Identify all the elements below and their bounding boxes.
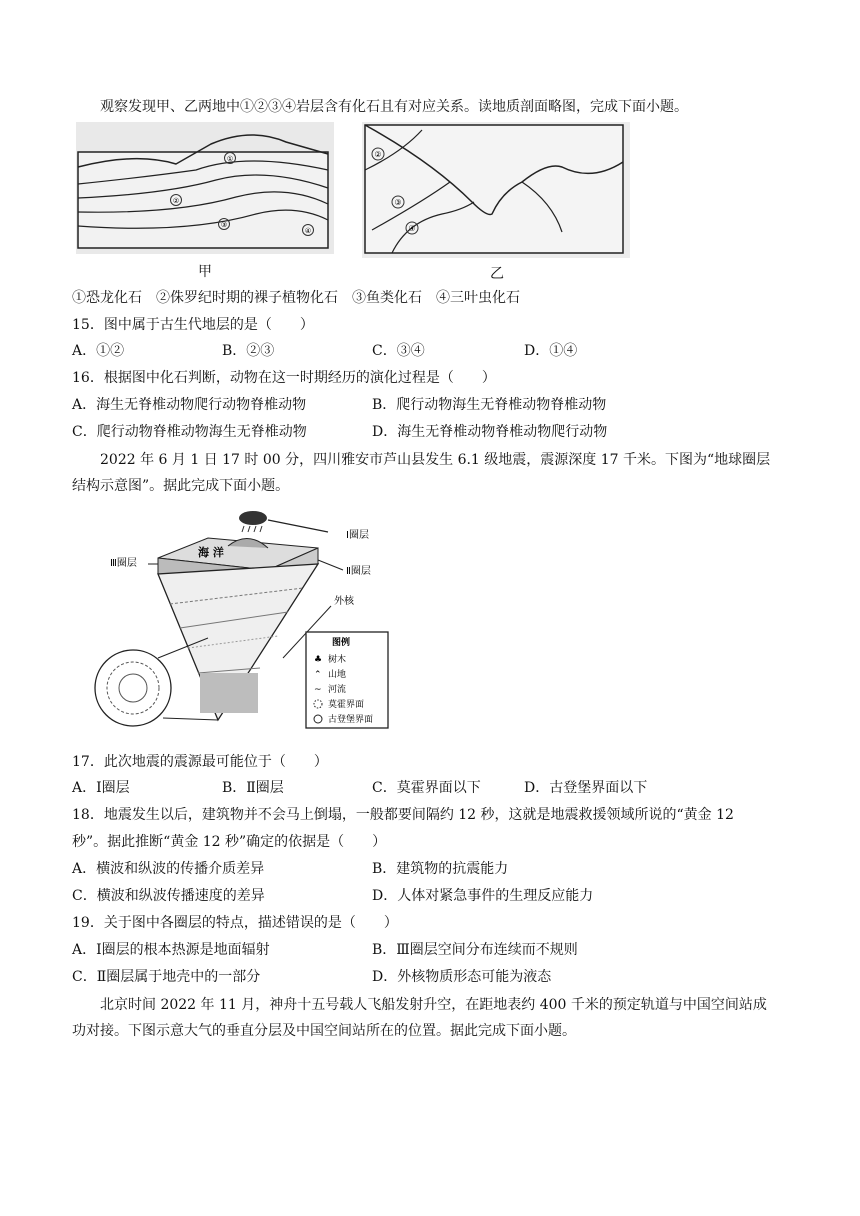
mountain-icon: ⌃ — [314, 670, 322, 680]
legend-gutenberg: 古登堡界面 — [328, 715, 374, 725]
q17-option-b[interactable]: B．Ⅱ圈层 — [222, 780, 284, 796]
river-icon: ~ — [314, 685, 322, 695]
legend-river: 河流 — [328, 685, 347, 695]
label-layer1: Ⅰ圈层 — [346, 530, 369, 541]
intro-spacestation-line2: 功对接。下图示意大气的垂直分层及中国空间站所在的位置。据此完成下面小题。 — [72, 1023, 576, 1039]
label-layer2: Ⅱ圈层 — [346, 566, 371, 577]
q17-option-a[interactable]: A．Ⅰ圈层 — [72, 780, 130, 796]
label-yi-4: ④ — [408, 224, 416, 233]
q19-option-a[interactable]: A．Ⅰ圈层的根本热源是地面辐射 — [72, 942, 270, 958]
q18-option-a[interactable]: A．横波和纵波的传播介质差异 — [72, 861, 265, 877]
label-3: ③ — [220, 221, 228, 229]
q18-option-b[interactable]: B．建筑物的抗震能力 — [372, 861, 509, 877]
q18-option-c[interactable]: C．横波和纵波传播速度的差异 — [72, 888, 265, 904]
figure-jia-cross-section — [76, 122, 334, 254]
label-ocean: 海 洋 — [198, 546, 224, 559]
caption-yi: 乙 — [490, 266, 504, 282]
label-2: ② — [172, 197, 180, 205]
q16-option-c[interactable]: C．爬行动物脊椎动物海生无脊椎动物 — [72, 424, 307, 440]
legend-tree: 树木 — [328, 655, 347, 665]
figure-earth-spheres — [88, 508, 394, 734]
intro-earthquake-line2: 结构示意图”。据此完成下面小题。 — [72, 478, 290, 494]
q19-option-c[interactable]: C．Ⅱ圈层属于地壳中的一部分 — [72, 969, 261, 985]
q17-option-c[interactable]: C．莫霍界面以下 — [372, 780, 481, 796]
legend-mountain: 山地 — [328, 670, 347, 680]
intro-spacestation-line1: 北京时间 2022 年 11 月，神舟十五号载人飞船发射升空，在距地表约 400 千米的预定轨道与中国空间站成 — [100, 997, 767, 1013]
q15-option-b[interactable]: B．②③ — [222, 343, 275, 359]
q18-option-d[interactable]: D．人体对紧急事件的生理反应能力 — [372, 888, 594, 904]
intro-fossil: 观察发现甲、乙两地中①②③④岩层含有化石且有对应关系。读地质剖面略图，完成下面小题。 — [100, 99, 688, 115]
fossil-legend: ①恐龙化石 ②侏罗纪时期的裸子植物化石 ③鱼类化石 ④三叶虫化石 — [72, 290, 520, 306]
q15-option-d[interactable]: D．①④ — [524, 343, 578, 359]
q15-stem: 15．图中属于古生代地层的是（ ） — [72, 317, 314, 333]
q16-stem: 16．根据图中化石判断，动物在这一时期经历的演化过程是（ ） — [72, 370, 496, 386]
tree-icon: ♣ — [314, 655, 323, 665]
intro-earthquake-line1: 2022 年 6 月 1 日 17 时 00 分，四川雅安市芦山县发生 6.1 级地震，震源深度 17 千米。下图为“地球圈层 — [100, 452, 771, 468]
q18-stem-line1: 18．地震发生以后，建筑物并不会马上倒塌，一般都要间隔约 12 秒，这就是地震救援领域所说的“黄金 12 — [72, 807, 734, 823]
q19-option-b[interactable]: B．Ⅲ圈层空间分布连续而不规则 — [372, 942, 578, 958]
legend-moho: 莫霍界面 — [328, 700, 365, 710]
caption-jia: 甲 — [198, 264, 212, 280]
legend-title: 图例 — [332, 638, 351, 648]
q15-option-a[interactable]: A．①② — [72, 343, 125, 359]
label-4: ④ — [304, 227, 312, 235]
q16-option-d[interactable]: D．海生无脊椎动物脊椎动物爬行动物 — [372, 424, 608, 440]
label-layer3: Ⅲ圈层 — [110, 558, 137, 569]
figure-yi-cross-section — [362, 122, 630, 258]
label-outer-core: 外核 — [334, 596, 354, 607]
q19-option-d[interactable]: D．外核物质形态可能为液态 — [372, 969, 552, 985]
label-yi-3: ③ — [394, 198, 402, 207]
q18-stem-line2: 秒”。据此推断“黄金 12 秒”确定的依据是（ ） — [72, 834, 387, 850]
q17-stem: 17．此次地震的震源最可能位于（ ） — [72, 754, 328, 770]
q19-stem: 19．关于图中各圈层的特点，描述错误的是（ ） — [72, 915, 398, 931]
label-1: ① — [226, 155, 234, 163]
q16-option-b[interactable]: B．爬行动物海生无脊椎动物脊椎动物 — [372, 397, 607, 413]
q15-option-c[interactable]: C．③④ — [372, 343, 425, 359]
q16-option-a[interactable]: A．海生无脊椎动物爬行动物脊椎动物 — [72, 397, 307, 413]
q17-option-d[interactable]: D．古登堡界面以下 — [524, 780, 648, 796]
label-yi-2: ② — [374, 150, 382, 159]
